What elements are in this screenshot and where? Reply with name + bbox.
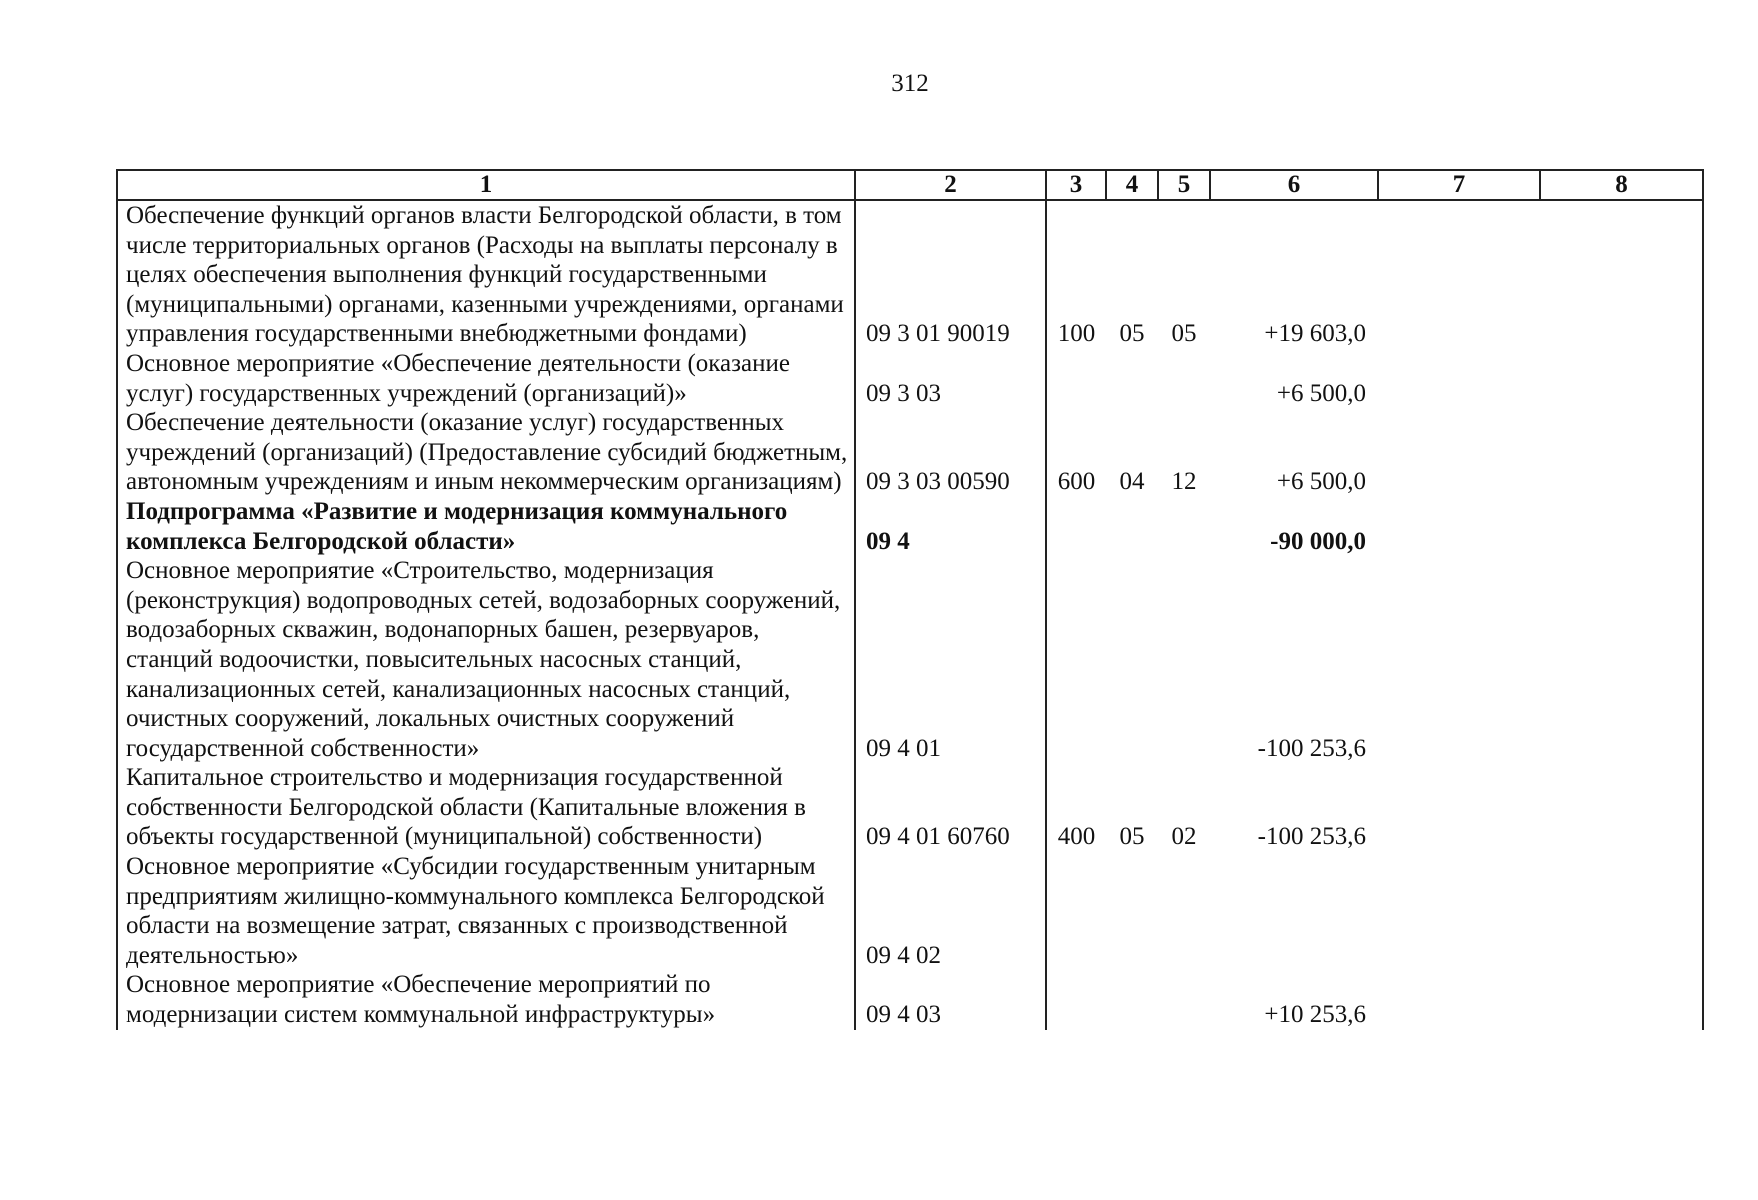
row-col-5 — [1158, 349, 1210, 408]
row-col-7 — [1378, 408, 1540, 497]
row-code: 09 4 01 — [855, 556, 1046, 763]
row-col-8 — [1540, 763, 1703, 852]
table-row — [117, 200, 1703, 349]
header-col-2: 2 — [855, 170, 1046, 200]
row-name: Основное мероприятие «Строительство, модернизация (реконструкция) водопроводных сетей, водозаборных сооружений, водозаборных скважин, водонапорных башен, резервуаров, станций водоочистки, повысительных насосных станций, канализационных сетей, канализационных насосных станций, очистных сооружений, локальных очистных сооружений государственной собственности» — [117, 556, 855, 763]
row-col-8 — [1540, 408, 1703, 497]
row-amount: +10 253,6 — [1264, 1001, 1366, 1029]
row-amount: +6 500,0 — [1276, 379, 1366, 407]
row-code: 09 3 01 90019 — [855, 200, 1046, 349]
row-col-5 — [1158, 556, 1210, 763]
row-code: 09 4 01 60760 — [855, 763, 1046, 852]
row-col-5: 02 — [1171, 823, 1197, 851]
page-number: 312 — [891, 70, 929, 97]
row-col-4 — [1106, 852, 1158, 970]
row-col-7 — [1378, 556, 1540, 763]
table-row — [117, 970, 1703, 1029]
row-col-8 — [1540, 970, 1703, 1029]
row-col-8 — [1540, 556, 1703, 763]
row-col-3 — [1046, 556, 1106, 763]
row-col-5: 12 — [1171, 468, 1197, 496]
row-col-7 — [1378, 763, 1540, 852]
row-code: 09 3 03 00590 — [855, 408, 1046, 497]
row-col-3 — [1046, 349, 1106, 408]
row-code: 09 4 — [855, 497, 1046, 556]
row-name: Обеспечение функций органов власти Белгородской области, в том числе территориальных органов (Расходы на выплаты персоналу в целях обеспечения выполнения функций государственными (муниципальными) органами, казенными учреждениями, органами управления государственными внебюджетными фондами) — [117, 200, 855, 349]
header-col-3: 3 — [1046, 170, 1106, 200]
row-col-8 — [1540, 200, 1703, 349]
row-col-4 — [1106, 349, 1158, 408]
table-row — [117, 763, 1703, 852]
row-name: Капитальное строительство и модернизация государственной собственности Белгородской области (Капитальные вложения в объекты государственной (муниципальной) собственности) — [117, 763, 855, 852]
header-col-1: 1 — [117, 170, 855, 200]
row-col-7 — [1378, 497, 1540, 556]
row-col-4 — [1106, 556, 1158, 763]
row-col-3 — [1046, 497, 1106, 556]
header-col-5: 5 — [1158, 170, 1210, 200]
table-row — [117, 349, 1703, 408]
row-col-8 — [1540, 497, 1703, 556]
budget-table — [116, 169, 1704, 1030]
row-col-5 — [1158, 970, 1210, 1029]
row-name: Обеспечение деятельности (оказание услуг) государственных учреждений (организаций) (Предоставление субсидий бюджетным, автономным учреждениям и иным некоммерческим организациям) — [117, 408, 855, 497]
row-amount: +6 500,0 — [1276, 468, 1366, 496]
header-col-4: 4 — [1106, 170, 1158, 200]
row-name: Основное мероприятие «Обеспечение мероприятий по модернизации систем коммунальной инфраструктуры» — [117, 970, 855, 1029]
table-row-subprogram — [117, 497, 1703, 556]
row-col-5: 05 — [1171, 320, 1197, 348]
row-amount: -100 253,6 — [1257, 823, 1366, 851]
row-col-5 — [1158, 497, 1210, 556]
row-amount — [1210, 852, 1378, 970]
table-row — [117, 556, 1703, 763]
row-col-7 — [1378, 200, 1540, 349]
row-code: 09 4 03 — [855, 970, 1046, 1029]
row-col-5 — [1158, 852, 1210, 970]
row-col-4: 04 — [1119, 468, 1145, 496]
row-col-3 — [1046, 970, 1106, 1029]
row-name: Подпрограмма «Развитие и модернизация коммунального комплекса Белгородской области» — [117, 497, 855, 556]
row-col-3: 400 — [1057, 823, 1096, 851]
row-col-7 — [1378, 970, 1540, 1029]
row-code: 09 4 02 — [855, 852, 1046, 970]
row-col-3 — [1046, 852, 1106, 970]
row-col-7 — [1378, 349, 1540, 408]
row-col-3: 100 — [1057, 320, 1096, 348]
row-col-7 — [1378, 852, 1540, 970]
row-name: Основное мероприятие «Обеспечение деятельности (оказание услуг) государственных учреждений (организаций)» — [117, 349, 855, 408]
header-col-8: 8 — [1540, 170, 1703, 200]
row-col-4 — [1106, 970, 1158, 1029]
table-row — [117, 852, 1703, 970]
row-col-3: 600 — [1057, 468, 1096, 496]
header-col-7: 7 — [1378, 170, 1540, 200]
row-amount: +19 603,0 — [1264, 320, 1366, 348]
row-col-8 — [1540, 852, 1703, 970]
row-col-4 — [1106, 497, 1158, 556]
row-col-4: 05 — [1119, 823, 1145, 851]
header-row — [117, 170, 1703, 200]
table-row — [117, 408, 1703, 497]
row-col-4: 05 — [1119, 320, 1145, 348]
row-amount: -90 000,0 — [1270, 527, 1366, 555]
row-code: 09 3 03 — [855, 349, 1046, 408]
row-amount: -100 253,6 — [1257, 734, 1366, 762]
row-name: Основное мероприятие «Субсидии государственным унитарным предприятиям жилищно-коммунального комплекса Белгородской области на возмещение затрат, связанных с производственной деятельностью» — [117, 852, 855, 970]
row-col-8 — [1540, 349, 1703, 408]
header-col-6: 6 — [1210, 170, 1378, 200]
